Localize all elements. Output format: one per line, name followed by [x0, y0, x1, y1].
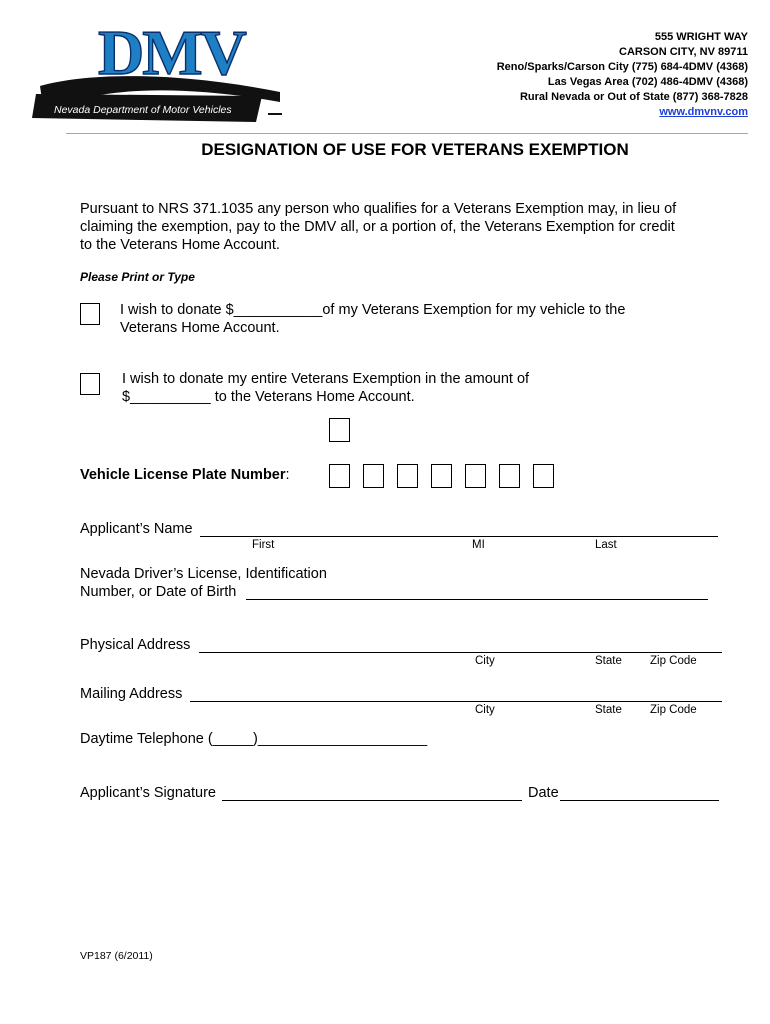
plate-label-row	[80, 467, 290, 483]
option2-line-2: $__________ to the Veterans Home Account.	[122, 389, 415, 405]
physical-address-zip: Zip Code	[650, 655, 697, 667]
plate-colon: :	[285, 467, 290, 483]
physical-address-state: State	[595, 655, 622, 667]
option1-line-2: Veterans Home Account.	[120, 320, 280, 336]
signature-field[interactable]	[222, 786, 522, 801]
plate-char-box[interactable]	[499, 464, 520, 488]
plate-char-box[interactable]	[431, 464, 452, 488]
mailing-address-field[interactable]	[190, 687, 722, 702]
phone-rural: Rural Nevada or Out of State (877) 368-7828	[519, 91, 748, 103]
date-field[interactable]	[560, 786, 719, 801]
telephone-field[interactable]: Daytime Telephone (_____)_____________________	[80, 731, 428, 747]
instruction-text: Please Print or Type	[80, 270, 195, 284]
applicant-name-label: Applicant’s Name	[80, 521, 193, 537]
plate-char-box[interactable]	[329, 464, 350, 488]
header-divider	[66, 133, 748, 134]
plate-char-box[interactable]	[465, 464, 486, 488]
license-label-line-2: Number, or Date of Birth	[80, 584, 237, 600]
mailing-address-city: City	[475, 704, 495, 716]
website-container	[368, 105, 748, 121]
plate-char-box-extra[interactable]	[329, 418, 350, 442]
address-line-2: CARSON CITY, NV 89711	[619, 46, 748, 58]
plate-char-box[interactable]	[397, 464, 418, 488]
mailing-address-zip: Zip Code	[650, 704, 697, 716]
physical-address-field[interactable]	[199, 638, 722, 653]
license-label-line-1: Nevada Driver’s License, Identification	[80, 566, 327, 582]
phone-vegas: Las Vegas Area (702) 486-4DMV (4368)	[547, 76, 748, 88]
physical-address-label: Physical Address	[80, 637, 191, 653]
plate-label: Vehicle License Plate Number	[80, 467, 286, 483]
website-link[interactable]: www.dmvnv.com	[659, 106, 748, 118]
logo-subtitle: Nevada Department of Motor Vehicles	[54, 104, 232, 116]
intro-line-2: claiming the exemption, pay to the DMV all, or a portion of, the Veterans Exemption for credit	[80, 219, 675, 235]
applicant-name-mi: MI	[472, 539, 485, 551]
plate-char-box[interactable]	[363, 464, 384, 488]
applicant-name-field[interactable]	[200, 522, 718, 537]
date-label: Date	[528, 785, 559, 801]
physical-address-city: City	[475, 655, 495, 667]
intro-line-3: to the Veterans Home Account.	[80, 237, 280, 253]
mailing-address-label: Mailing Address	[80, 686, 183, 702]
address-line-1: 555 WRIGHT WAY	[654, 31, 748, 43]
logo-text: DMV	[98, 22, 245, 88]
phone-reno: Reno/Sparks/Carson City (775) 684-4DMV (4368)	[496, 61, 748, 73]
option2-checkbox[interactable]	[80, 373, 100, 395]
page-title: DESIGNATION OF USE FOR VETERANS EXEMPTION	[201, 140, 629, 159]
dmv-logo	[30, 22, 290, 132]
applicant-name-last: Last	[595, 539, 617, 551]
mailing-address-state: State	[595, 704, 622, 716]
license-field[interactable]	[246, 585, 708, 600]
form-number: VP187 (6/2011)	[80, 950, 153, 962]
option1-checkbox[interactable]	[80, 303, 100, 325]
applicant-name-first: First	[252, 539, 275, 551]
signature-label: Applicant’s Signature	[80, 785, 216, 801]
option1-line-1: I wish to donate $___________of my Veterans Exemption for my vehicle to the	[120, 302, 626, 318]
intro-line-1: Pursuant to NRS 371.1035 any person who qualifies for a Veterans Exemption may, in lieu of	[80, 201, 677, 217]
option2-line-1: I wish to donate my entire Veterans Exemption in the amount of	[122, 371, 530, 387]
plate-char-box[interactable]	[533, 464, 554, 488]
